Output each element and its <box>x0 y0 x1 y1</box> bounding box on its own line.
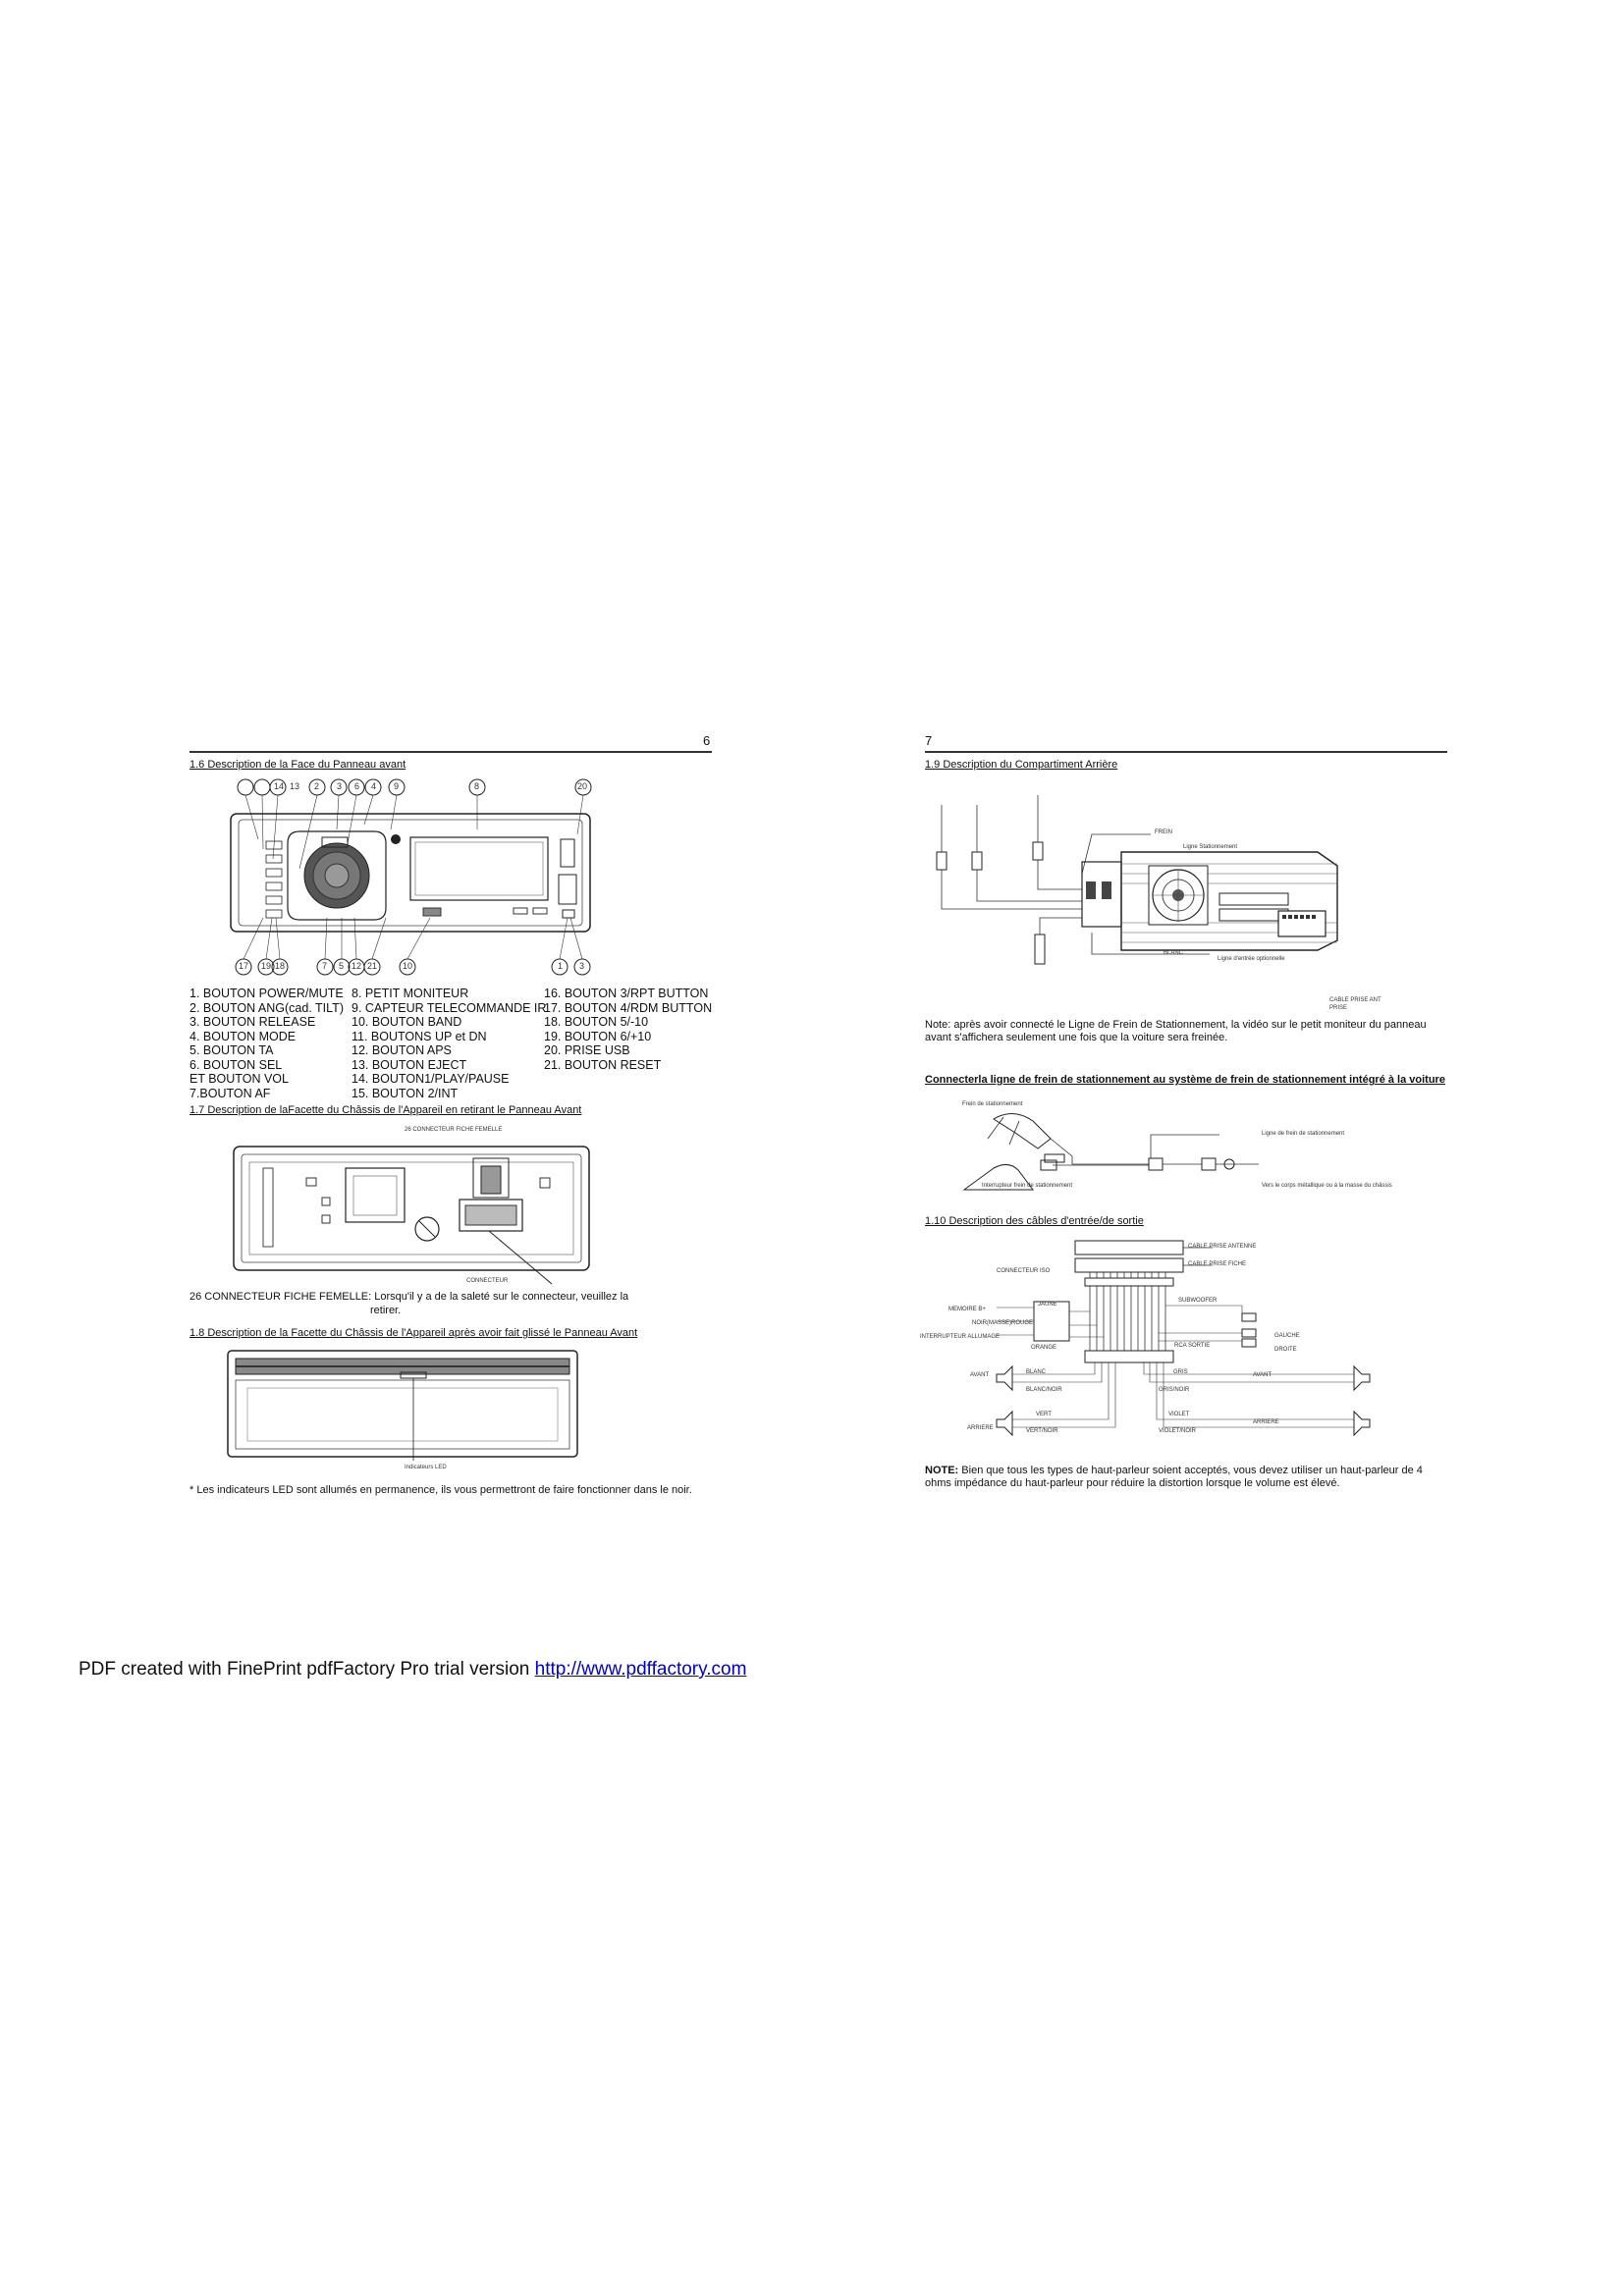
footer-text: PDF created with FinePrint pdfFactory Pro trial version <box>79 1659 530 1680</box>
legend-item: 11. BOUTONS UP et DN <box>352 1029 487 1043</box>
section-1-8-title: 1.8 Description de la Facette du Châssis de l'Appareil après avoir fait glissé le Panneau Avant <box>189 1327 638 1339</box>
right-page-number: 7 <box>925 733 933 748</box>
wire-label-vert: VERT <box>1036 1412 1052 1417</box>
note-26-line1: 26 CONNECTEUR FICHE FEMELLE: Lorsqu'il y a de la saleté sur le connecteur, veuillez la <box>189 1291 629 1303</box>
callout-9: 9 <box>394 781 400 791</box>
wire-label-iso: CONNECTEUR ISO <box>997 1268 1051 1274</box>
rear-label-frein: FREIN <box>1155 829 1172 835</box>
legend-item: 1. BOUTON POWER/MUTE <box>189 987 344 1000</box>
legend-item: 9. CAPTEUR TELECOMMANDE IR <box>352 1000 547 1015</box>
legend-item: 20. PRISE USB <box>544 1043 630 1057</box>
legend-item: 15. BOUTON 2/INT <box>352 1086 459 1100</box>
rear-label-frein-desc: Ligne Stationnement <box>1183 844 1238 850</box>
legend-item: 12. BOUTON APS <box>352 1043 452 1057</box>
rear-label-optional: Ligne d'entrée optionnelle <box>1218 956 1285 962</box>
callout-7: 7 <box>322 961 328 971</box>
left-header-rule <box>189 751 712 753</box>
pdffactory-link[interactable]: http://www.pdffactory.com <box>534 1659 747 1680</box>
connector-label-top: 26 CONNECTEUR FICHE FEMELLE <box>405 1127 503 1133</box>
section-1-7-title: 1.7 Description de laFacette du Châssis de l'Appareil en retirant le Panneau Avant <box>189 1104 582 1116</box>
brake-label-interrupteur: Interrupteur frein de stationnement <box>982 1183 1073 1189</box>
brake-label-corps: Vers le corps métallique ou à la masse du châssis <box>1262 1183 1392 1189</box>
brake-label-ligne: Ligne de frein de stationnement <box>1262 1131 1345 1137</box>
callout-10: 10 <box>403 961 413 971</box>
legend-col1 <box>189 987 344 1100</box>
wire-label-cable-ant: CABLE PRISE ANTENNE <box>1188 1244 1257 1250</box>
callout-1: 1 <box>558 961 564 971</box>
section-1-9-title: 1.9 Description du Compartiment Arrière <box>925 759 1118 771</box>
wiring-diagram <box>918 1227 1448 1438</box>
wire-label-gris-noir: GRIS/NOIR <box>1159 1387 1190 1393</box>
legend-item: 4. BOUTON MODE <box>189 1029 297 1043</box>
callout-12: 12 <box>352 961 362 971</box>
legend-item: 14. BOUTON1/PLAY/PAUSE <box>352 1072 510 1086</box>
callout-20: 20 <box>577 781 588 791</box>
wire-label-avant-left: AVANT <box>970 1372 990 1378</box>
wire-label-blanc-noir: BLANC/NOIR <box>1026 1387 1062 1393</box>
wire-label-interrupteur: INTERRUPTEUR ALLUMAGE <box>920 1334 1001 1340</box>
right-header-rule <box>925 751 1447 753</box>
note-1-10 <box>925 1465 1447 1490</box>
wire-label-orange: ORANGE <box>1031 1345 1057 1351</box>
wire-label-violet: VIOLET <box>1168 1412 1190 1417</box>
brake-connection-title: Connecterla ligne de frein de stationnement au système de frein de stationnement intégré à la voiture <box>925 1074 1445 1086</box>
legend-item: 16. BOUTON 3/RPT BUTTON <box>544 987 709 1000</box>
callout-13: 13 <box>290 781 300 791</box>
chassis-diagram-1 <box>228 1139 601 1286</box>
wire-label-rca-sortie: RCA SORTIE <box>1174 1343 1211 1349</box>
callout-8: 8 <box>474 781 480 791</box>
chassis-diagram-2 <box>226 1345 579 1463</box>
pdf-footer <box>79 1659 746 1681</box>
wire-label-avant-right: AVANT <box>1253 1372 1272 1378</box>
wire-label-jaune: JAUNE <box>1038 1302 1057 1308</box>
note-26-line2: retirer. <box>370 1305 402 1316</box>
section-1-6-title: 1.6 Description de la Face du Panneau avant <box>189 759 406 771</box>
callout-17: 17 <box>239 961 249 971</box>
legend-item: ET BOUTON VOL <box>189 1072 289 1086</box>
note-label: NOTE: <box>925 1465 959 1476</box>
legend-item: 19. BOUTON 6/+10 <box>544 1029 652 1043</box>
legend-item: 21. BOUTON RESET <box>544 1057 662 1072</box>
rear-label-blanc: BLANC <box>1164 950 1184 956</box>
wire-label-memoire: MEMOIRE B+ <box>948 1307 986 1312</box>
legend-item: 6. BOUTON SEL <box>189 1057 283 1072</box>
wire-label-gauche: GAUCHE <box>1274 1333 1300 1339</box>
brake-label-frein: Frein de stationnement <box>962 1101 1023 1107</box>
connector-label-bottom: CONNECTEUR <box>466 1278 509 1284</box>
wire-label-rouge: ROUGE <box>1011 1320 1034 1326</box>
legend-col3 <box>544 987 712 1072</box>
callout-2: 2 <box>314 781 320 791</box>
led-label: Indicateurs LED <box>405 1465 447 1470</box>
legend-item: 10. BOUTON BAND <box>352 1015 462 1029</box>
wire-label-blanc: BLANC <box>1026 1369 1047 1375</box>
legend-item: 7.BOUTON AF <box>189 1086 271 1100</box>
callout-3-bottom: 3 <box>579 961 585 971</box>
callout-6: 6 <box>354 781 360 791</box>
legend-item: 5. BOUTON TA <box>189 1043 274 1057</box>
legend-item: 2. BOUTON ANG(cad. TILT) <box>189 1000 344 1015</box>
callout-3-top: 3 <box>337 781 343 791</box>
legend-item: 18. BOUTON 5/-10 <box>544 1015 649 1029</box>
callout-18: 18 <box>275 961 286 971</box>
callout-14: 14 <box>274 781 285 791</box>
callout-5: 5 <box>339 961 345 971</box>
rear-label-prise: PRISE <box>1329 1005 1348 1011</box>
legend-item: 3. BOUTON RELEASE <box>189 1015 316 1029</box>
callout-21: 21 <box>367 961 378 971</box>
legend-item: 8. PETIT MONITEUR <box>352 987 469 1000</box>
note-text: Bien que tous les types de haut-parleur soient acceptés, vous devez utiliser un haut-parleur de 4 ohms impédance du haut-parleur pour réduire la distortion lorsque le volume est élevé. <box>925 1465 1423 1489</box>
wire-label-gris: GRIS <box>1173 1369 1188 1375</box>
note-led: * Les indicateurs LED sont allumés en permanence, ils vous permettront de faire fonctionner dans le noir. <box>189 1484 692 1496</box>
rear-label-cable: CABLE PRISE ANT <box>1329 997 1381 1003</box>
legend-col2 <box>352 987 546 1100</box>
left-page-number: 6 <box>703 733 711 748</box>
wire-label-arriere-right: ARRIERE <box>1253 1419 1279 1425</box>
legend-item: 13. BOUTON EJECT <box>352 1057 467 1072</box>
wire-label-droite: DROITE <box>1274 1347 1297 1353</box>
wire-label-vert-noir: VERT/NOIR <box>1026 1428 1058 1434</box>
wire-label-noir: NOIR(MASSE) <box>972 1320 1012 1326</box>
note-1-9: Note: après avoir connecté le Ligne de Frein de Stationnement, la vidéo sur le petit moniteur du panneau avant s'affichera seulement une fois que la voiture sera freinée. <box>925 1019 1427 1043</box>
wire-label-arriere-left: ARRIERE <box>967 1425 994 1431</box>
rear-compartment-diagram <box>925 775 1435 972</box>
callout-4: 4 <box>371 781 377 791</box>
wire-label-subwoofer: SUBWOOFER <box>1178 1298 1218 1304</box>
wire-label-violet-noir: VIOLET/NOIR <box>1159 1428 1197 1434</box>
wire-label-cable-rca: CABLE PRISE FICHE <box>1188 1261 1247 1267</box>
legend-item: 17. BOUTON 4/RDM BUTTON <box>544 1000 713 1015</box>
callout-19: 19 <box>261 961 272 971</box>
section-1-10-title: 1.10 Description des câbles d'entrée/de sortie <box>925 1215 1144 1227</box>
